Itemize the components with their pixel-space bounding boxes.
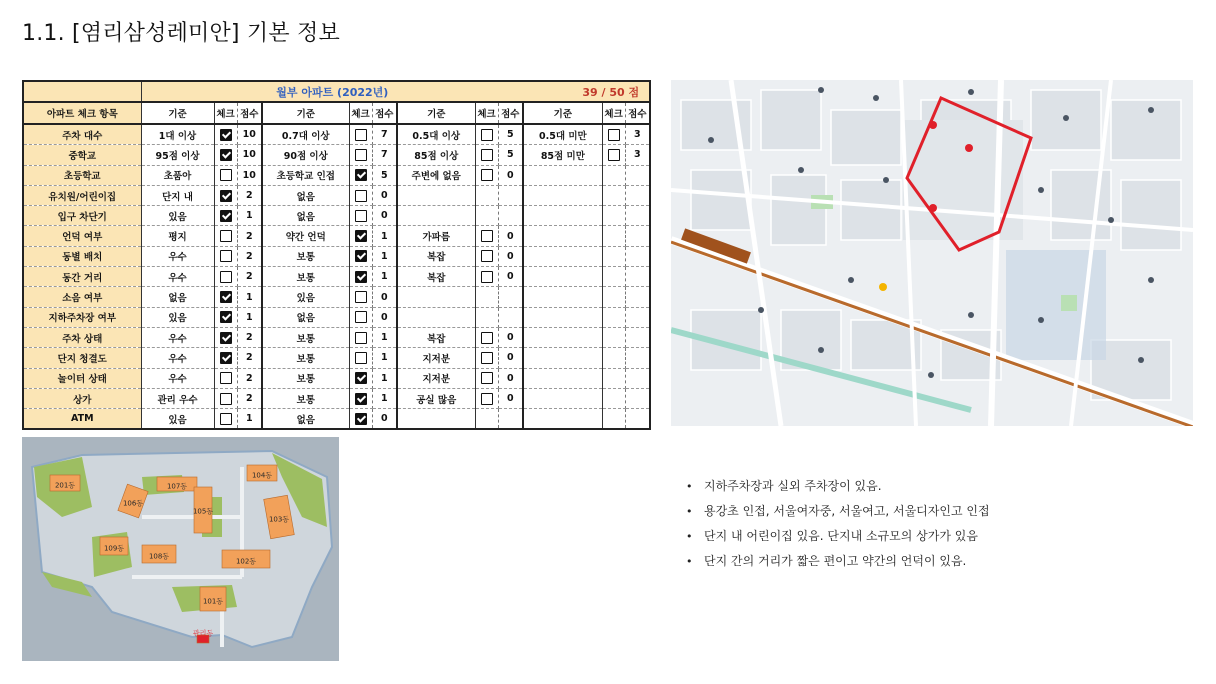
criteria-cell: 보통 bbox=[262, 267, 349, 287]
criteria-cell: 없음 bbox=[262, 206, 349, 226]
check-cell[interactable] bbox=[214, 287, 237, 307]
unchecked-checkbox[interactable] bbox=[481, 372, 493, 384]
empty-cell bbox=[602, 307, 625, 327]
building-label: 107동 bbox=[166, 482, 188, 491]
empty-cell bbox=[625, 409, 650, 430]
points-cell: 0 bbox=[372, 307, 397, 327]
points-cell: 0 bbox=[498, 348, 523, 368]
note-item: • 용강초 인접, 서울여자중, 서울여고, 서울디자인고 인접 bbox=[686, 499, 1186, 524]
unchecked-checkbox[interactable] bbox=[355, 210, 367, 222]
points-cell: 7 bbox=[372, 145, 397, 165]
points-cell: 5 bbox=[498, 145, 523, 165]
points-cell: 1 bbox=[372, 368, 397, 388]
criteria-cell: 우수 bbox=[141, 327, 214, 347]
empty-cell bbox=[523, 368, 602, 388]
unchecked-checkbox[interactable] bbox=[220, 230, 232, 242]
criteria-cell: 우수 bbox=[141, 348, 214, 368]
unchecked-checkbox[interactable] bbox=[355, 129, 367, 141]
table-row bbox=[23, 287, 650, 307]
criteria-cell: 없음 bbox=[262, 185, 349, 205]
check-cell[interactable] bbox=[349, 185, 372, 205]
empty-cell bbox=[602, 165, 625, 185]
empty-cell bbox=[397, 287, 475, 307]
check-cell[interactable] bbox=[349, 388, 372, 408]
criteria-cell: 복잡 bbox=[397, 327, 475, 347]
empty-cell bbox=[625, 368, 650, 388]
points-cell: 0 bbox=[498, 226, 523, 246]
checked-checkbox[interactable] bbox=[220, 311, 232, 323]
note-item: • 단지 내 어린이집 있음. 단지내 소규모의 상가가 있음 bbox=[686, 524, 1186, 549]
check-cell[interactable] bbox=[349, 327, 372, 347]
criteria-cell: 주변에 없음 bbox=[397, 165, 475, 185]
check-cell[interactable] bbox=[602, 145, 625, 165]
points-cell: 0 bbox=[372, 185, 397, 205]
empty-cell bbox=[625, 327, 650, 347]
criteria-cell: 지저분 bbox=[397, 368, 475, 388]
check-cell[interactable] bbox=[214, 185, 237, 205]
row-item-label: 입구 차단기 bbox=[23, 206, 141, 226]
unchecked-checkbox[interactable] bbox=[220, 393, 232, 405]
unchecked-checkbox[interactable] bbox=[220, 169, 232, 181]
checked-checkbox[interactable] bbox=[355, 372, 367, 384]
empty-cell bbox=[523, 165, 602, 185]
row-item-label: 소음 여부 bbox=[23, 287, 141, 307]
empty-cell bbox=[602, 267, 625, 287]
check-cell[interactable] bbox=[214, 307, 237, 327]
building-label: 관리동 bbox=[192, 629, 214, 638]
unchecked-checkbox[interactable] bbox=[355, 190, 367, 202]
points-cell: 1 bbox=[372, 348, 397, 368]
row-item-label: 상가 bbox=[23, 388, 141, 408]
criteria-cell: 초등학교 인접 bbox=[262, 165, 349, 185]
criteria-cell: 있음 bbox=[141, 206, 214, 226]
unchecked-checkbox[interactable] bbox=[481, 230, 493, 242]
points-cell: 2 bbox=[237, 348, 262, 368]
checked-checkbox[interactable] bbox=[355, 230, 367, 242]
building-label: 102동 bbox=[235, 557, 257, 566]
empty-cell bbox=[602, 206, 625, 226]
check-cell[interactable] bbox=[349, 246, 372, 266]
criteria-cell: 관리 우수 bbox=[141, 388, 214, 408]
building-label: 201동 bbox=[54, 481, 76, 490]
table-row bbox=[23, 124, 650, 145]
check-cell[interactable] bbox=[475, 388, 498, 408]
checked-checkbox[interactable] bbox=[220, 129, 232, 141]
empty-cell bbox=[523, 246, 602, 266]
check-cell[interactable] bbox=[214, 348, 237, 368]
criteria-cell: 보통 bbox=[262, 388, 349, 408]
points-cell: 0 bbox=[372, 409, 397, 430]
col-header-criteria: 기준 bbox=[141, 102, 214, 124]
empty-cell bbox=[625, 246, 650, 266]
checked-checkbox[interactable] bbox=[355, 393, 367, 405]
empty-cell bbox=[625, 388, 650, 408]
empty-cell bbox=[475, 206, 498, 226]
points-cell: 0 bbox=[498, 267, 523, 287]
table-row bbox=[23, 348, 650, 368]
checked-checkbox[interactable] bbox=[220, 190, 232, 202]
unchecked-checkbox[interactable] bbox=[220, 250, 232, 262]
criteria-cell: 85점 미만 bbox=[523, 145, 602, 165]
checked-checkbox[interactable] bbox=[220, 332, 232, 344]
check-cell[interactable] bbox=[475, 165, 498, 185]
checked-checkbox[interactable] bbox=[355, 271, 367, 283]
checked-checkbox[interactable] bbox=[220, 291, 232, 303]
check-cell[interactable] bbox=[475, 327, 498, 347]
criteria-cell: 없음 bbox=[262, 409, 349, 430]
unchecked-checkbox[interactable] bbox=[481, 352, 493, 364]
points-cell: 0 bbox=[498, 388, 523, 408]
unchecked-checkbox[interactable] bbox=[220, 413, 232, 425]
unchecked-checkbox[interactable] bbox=[481, 129, 493, 141]
col-header-criteria: 기준 bbox=[523, 102, 602, 124]
points-cell: 5 bbox=[498, 124, 523, 145]
apartment-checklist-table bbox=[22, 80, 650, 426]
criteria-cell: 초품아 bbox=[141, 165, 214, 185]
points-cell: 1 bbox=[372, 327, 397, 347]
table-row bbox=[23, 388, 650, 408]
points-cell: 0 bbox=[498, 327, 523, 347]
check-cell[interactable] bbox=[475, 348, 498, 368]
points-cell: 0 bbox=[372, 287, 397, 307]
points-cell: 1 bbox=[372, 388, 397, 408]
checked-checkbox[interactable] bbox=[220, 149, 232, 161]
criteria-cell: 평지 bbox=[141, 226, 214, 246]
criteria-cell: 보통 bbox=[262, 246, 349, 266]
points-cell: 2 bbox=[237, 226, 262, 246]
col-header-points: 점수 bbox=[498, 102, 523, 124]
criteria-cell: 우수 bbox=[141, 246, 214, 266]
criteria-cell: 95점 이상 bbox=[141, 145, 214, 165]
empty-cell bbox=[498, 409, 523, 430]
empty-cell bbox=[475, 307, 498, 327]
unchecked-checkbox[interactable] bbox=[481, 393, 493, 405]
row-item-label: 놀이터 상태 bbox=[23, 368, 141, 388]
unchecked-checkbox[interactable] bbox=[608, 129, 620, 141]
table-row bbox=[23, 267, 650, 287]
points-cell: 0 bbox=[372, 206, 397, 226]
check-cell[interactable] bbox=[475, 226, 498, 246]
table-row bbox=[23, 226, 650, 246]
notes-list bbox=[686, 474, 1186, 574]
unchecked-checkbox[interactable] bbox=[355, 352, 367, 364]
empty-cell bbox=[498, 307, 523, 327]
check-cell[interactable] bbox=[349, 267, 372, 287]
points-cell: 1 bbox=[372, 246, 397, 266]
building-label: 105동 bbox=[192, 507, 214, 516]
col-header-criteria: 기준 bbox=[397, 102, 475, 124]
row-item-label: 주차 상태 bbox=[23, 327, 141, 347]
points-cell: 0 bbox=[498, 165, 523, 185]
note-item: • 지하주차장과 실외 주차장이 있음. bbox=[686, 474, 1186, 499]
empty-cell bbox=[602, 226, 625, 246]
check-cell[interactable] bbox=[349, 124, 372, 145]
criteria-cell: 보통 bbox=[262, 348, 349, 368]
points-cell: 2 bbox=[237, 388, 262, 408]
unchecked-checkbox[interactable] bbox=[481, 332, 493, 344]
unchecked-checkbox[interactable] bbox=[608, 149, 620, 161]
empty-cell bbox=[602, 246, 625, 266]
unchecked-checkbox[interactable] bbox=[355, 291, 367, 303]
check-cell[interactable] bbox=[475, 368, 498, 388]
empty-cell bbox=[602, 287, 625, 307]
map-image bbox=[671, 80, 1193, 426]
criteria-cell: 있음 bbox=[262, 287, 349, 307]
check-cell[interactable] bbox=[349, 307, 372, 327]
table-row bbox=[23, 165, 650, 185]
empty-cell bbox=[523, 287, 602, 307]
points-cell: 2 bbox=[237, 327, 262, 347]
empty-cell bbox=[602, 327, 625, 347]
criteria-cell: 지저분 bbox=[397, 348, 475, 368]
points-cell: 7 bbox=[372, 124, 397, 145]
criteria-cell: 복잡 bbox=[397, 267, 475, 287]
points-cell: 2 bbox=[237, 246, 262, 266]
criteria-cell: 우수 bbox=[141, 368, 214, 388]
empty-cell bbox=[523, 185, 602, 205]
criteria-cell: 약간 언덕 bbox=[262, 226, 349, 246]
check-cell[interactable] bbox=[214, 165, 237, 185]
site-plan-image bbox=[22, 437, 339, 661]
points-cell: 2 bbox=[237, 267, 262, 287]
empty-cell bbox=[523, 348, 602, 368]
unchecked-checkbox[interactable] bbox=[220, 271, 232, 283]
row-item-label: 언덕 여부 bbox=[23, 226, 141, 246]
points-cell: 0 bbox=[498, 368, 523, 388]
building-label: 106동 bbox=[122, 499, 144, 508]
building-label: 108동 bbox=[148, 552, 170, 561]
row-item-label: ATM bbox=[23, 409, 141, 430]
table-row bbox=[23, 409, 650, 430]
col-header-points: 점수 bbox=[237, 102, 262, 124]
criteria-cell: 90점 이상 bbox=[262, 145, 349, 165]
criteria-cell: 없음 bbox=[141, 287, 214, 307]
empty-cell bbox=[523, 327, 602, 347]
check-cell[interactable] bbox=[349, 226, 372, 246]
points-cell: 1 bbox=[237, 287, 262, 307]
row-item-label: 주차 대수 bbox=[23, 124, 141, 145]
check-cell[interactable] bbox=[214, 327, 237, 347]
criteria-cell: 0.5대 미만 bbox=[523, 124, 602, 145]
table-row bbox=[23, 246, 650, 266]
row-item-label: 동간 거리 bbox=[23, 267, 141, 287]
check-cell[interactable] bbox=[214, 145, 237, 165]
criteria-cell: 단지 내 bbox=[141, 185, 214, 205]
row-item-label: 유치원/어린이집 bbox=[23, 185, 141, 205]
unchecked-checkbox[interactable] bbox=[355, 311, 367, 323]
unchecked-checkbox[interactable] bbox=[220, 372, 232, 384]
col-header-check: 체크 bbox=[214, 102, 237, 124]
empty-cell bbox=[498, 185, 523, 205]
points-cell: 10 bbox=[237, 124, 262, 145]
empty-cell bbox=[625, 348, 650, 368]
empty-cell bbox=[397, 185, 475, 205]
check-cell[interactable] bbox=[214, 124, 237, 145]
check-cell[interactable] bbox=[214, 409, 237, 430]
check-cell[interactable] bbox=[349, 368, 372, 388]
empty-cell bbox=[625, 206, 650, 226]
points-cell: 2 bbox=[237, 368, 262, 388]
empty-cell bbox=[625, 185, 650, 205]
criteria-cell: 보통 bbox=[262, 368, 349, 388]
empty-cell bbox=[602, 368, 625, 388]
empty-cell bbox=[498, 287, 523, 307]
empty-cell bbox=[625, 165, 650, 185]
criteria-cell: 0.7대 이상 bbox=[262, 124, 349, 145]
col-header-points: 점수 bbox=[372, 102, 397, 124]
empty-cell bbox=[602, 348, 625, 368]
row-item-label: 중학교 bbox=[23, 145, 141, 165]
empty-cell bbox=[475, 185, 498, 205]
unchecked-checkbox[interactable] bbox=[481, 271, 493, 283]
checked-checkbox[interactable] bbox=[220, 352, 232, 364]
check-cell[interactable] bbox=[349, 409, 372, 430]
empty-cell bbox=[523, 206, 602, 226]
building-label: 109동 bbox=[103, 544, 125, 553]
checked-checkbox[interactable] bbox=[355, 413, 367, 425]
criteria-cell: 있음 bbox=[141, 409, 214, 430]
empty-cell bbox=[625, 267, 650, 287]
points-cell: 1 bbox=[237, 206, 262, 226]
empty-cell bbox=[625, 307, 650, 327]
check-cell[interactable] bbox=[475, 267, 498, 287]
page-title: 1.1. [염리삼성레미안] 기본 정보 bbox=[22, 21, 340, 46]
check-cell[interactable] bbox=[349, 348, 372, 368]
check-cell[interactable] bbox=[214, 206, 237, 226]
criteria-cell: 가파름 bbox=[397, 226, 475, 246]
empty-cell bbox=[498, 206, 523, 226]
criteria-cell: 우수 bbox=[141, 267, 214, 287]
check-cell[interactable] bbox=[349, 165, 372, 185]
table-row bbox=[23, 206, 650, 226]
location-map bbox=[671, 80, 1193, 426]
empty-cell bbox=[602, 388, 625, 408]
empty-cell bbox=[475, 287, 498, 307]
check-cell[interactable] bbox=[214, 368, 237, 388]
unchecked-checkbox[interactable] bbox=[355, 149, 367, 161]
empty-cell bbox=[397, 409, 475, 430]
criteria-cell: 공실 많음 bbox=[397, 388, 475, 408]
check-cell[interactable] bbox=[214, 246, 237, 266]
check-cell[interactable] bbox=[475, 145, 498, 165]
building-label: 104동 bbox=[251, 471, 273, 480]
check-cell[interactable] bbox=[475, 124, 498, 145]
points-cell: 1 bbox=[237, 409, 262, 430]
row-item-label: 단지 청결도 bbox=[23, 348, 141, 368]
note-item: • 단지 간의 거리가 짧은 편이고 약간의 언덕이 있음. bbox=[686, 549, 1186, 574]
col-header-check: 체크 bbox=[349, 102, 372, 124]
points-cell: 1 bbox=[372, 267, 397, 287]
check-cell[interactable] bbox=[349, 206, 372, 226]
check-cell[interactable] bbox=[475, 246, 498, 266]
check-cell[interactable] bbox=[349, 145, 372, 165]
row-item-label: 지하주차장 여부 bbox=[23, 307, 141, 327]
criteria-cell: 보통 bbox=[262, 327, 349, 347]
unchecked-checkbox[interactable] bbox=[481, 250, 493, 262]
empty-cell bbox=[397, 206, 475, 226]
points-cell: 3 bbox=[625, 145, 650, 165]
empty-cell bbox=[523, 388, 602, 408]
col-header-check: 체크 bbox=[602, 102, 625, 124]
empty-cell bbox=[523, 267, 602, 287]
row-item-label: 동별 배치 bbox=[23, 246, 141, 266]
table-row bbox=[23, 145, 650, 165]
check-cell[interactable] bbox=[214, 267, 237, 287]
checked-checkbox[interactable] bbox=[220, 210, 232, 222]
empty-cell bbox=[523, 226, 602, 246]
unchecked-checkbox[interactable] bbox=[481, 149, 493, 161]
empty-cell bbox=[602, 185, 625, 205]
criteria-cell: 없음 bbox=[262, 307, 349, 327]
check-cell[interactable] bbox=[349, 287, 372, 307]
points-cell: 5 bbox=[372, 165, 397, 185]
total-score: 39 / 50 점 bbox=[523, 81, 650, 102]
criteria-cell: 복잡 bbox=[397, 246, 475, 266]
col-header-criteria: 기준 bbox=[262, 102, 349, 124]
empty-cell bbox=[523, 409, 602, 430]
criteria-cell: 1대 이상 bbox=[141, 124, 214, 145]
empty-cell bbox=[625, 287, 650, 307]
points-cell: 1 bbox=[237, 307, 262, 327]
building-label: 103동 bbox=[268, 515, 290, 524]
col-header-points: 점수 bbox=[625, 102, 650, 124]
criteria-cell: 85점 이상 bbox=[397, 145, 475, 165]
table-row bbox=[23, 185, 650, 205]
table-row bbox=[23, 368, 650, 388]
unchecked-checkbox[interactable] bbox=[481, 169, 493, 181]
points-cell: 2 bbox=[237, 185, 262, 205]
check-cell[interactable] bbox=[214, 388, 237, 408]
points-cell: 10 bbox=[237, 165, 262, 185]
col-header-check: 체크 bbox=[475, 102, 498, 124]
empty-cell bbox=[602, 409, 625, 430]
empty-cell bbox=[625, 226, 650, 246]
criteria-cell: 있음 bbox=[141, 307, 214, 327]
criteria-cell: 0.5대 이상 bbox=[397, 124, 475, 145]
points-cell: 1 bbox=[372, 226, 397, 246]
empty-cell bbox=[523, 307, 602, 327]
site-plan bbox=[22, 437, 339, 661]
empty-cell bbox=[475, 409, 498, 430]
building-label: 101동 bbox=[202, 597, 224, 606]
empty-cell bbox=[397, 307, 475, 327]
points-cell: 3 bbox=[625, 124, 650, 145]
col-header-item: 아파트 체크 항목 bbox=[23, 102, 141, 124]
points-cell: 10 bbox=[237, 145, 262, 165]
checked-checkbox[interactable] bbox=[355, 250, 367, 262]
table-title: 월부 아파트 (2022년) bbox=[141, 81, 523, 102]
check-cell[interactable] bbox=[214, 226, 237, 246]
checked-checkbox[interactable] bbox=[355, 169, 367, 181]
points-cell: 0 bbox=[498, 246, 523, 266]
check-cell[interactable] bbox=[602, 124, 625, 145]
table-row bbox=[23, 327, 650, 347]
row-item-label: 초등학교 bbox=[23, 165, 141, 185]
unchecked-checkbox[interactable] bbox=[355, 332, 367, 344]
table-row bbox=[23, 307, 650, 327]
